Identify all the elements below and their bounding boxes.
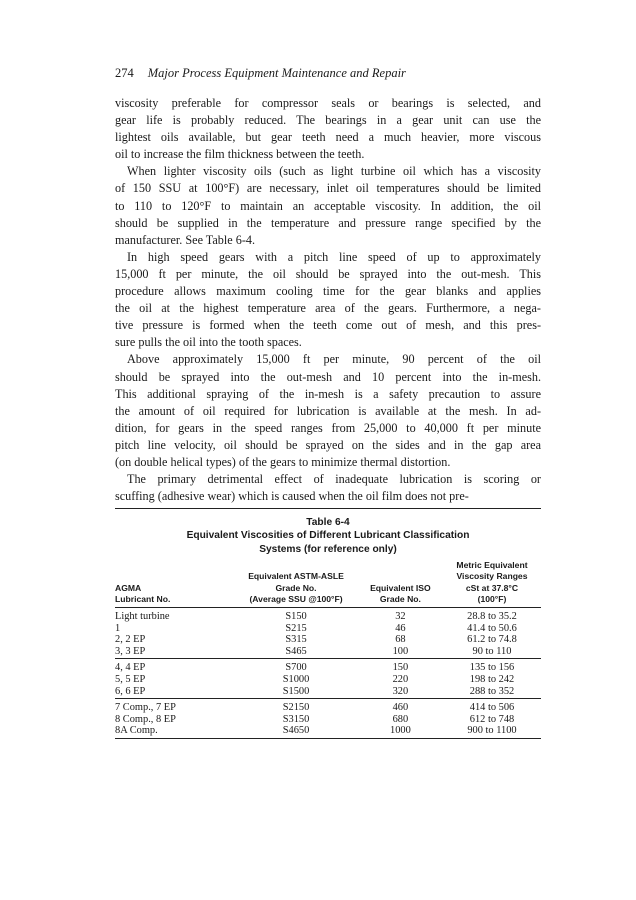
table-cell: 1 bbox=[115, 622, 121, 634]
paragraph bbox=[115, 471, 541, 505]
text-line: gear life is probably reduced. The bearings in a gear unit can use the bbox=[115, 113, 541, 128]
text-line: the oil at the highest temperature area of the gears. Furthermore, a nega- bbox=[115, 301, 541, 316]
table-cell: 2, 2 EP bbox=[115, 634, 146, 646]
text-line: tive pressure is formed when the teeth come out of mesh, and this pres- bbox=[115, 318, 541, 333]
table-header-row bbox=[115, 560, 541, 607]
table-cell: 150 bbox=[392, 662, 409, 674]
table-cell: 100 bbox=[358, 646, 443, 659]
text-line: manufacturer. See Table 6-4. bbox=[115, 232, 256, 247]
text-line: oil to increase the film thickness between the teeth. bbox=[115, 147, 365, 162]
table-6-4 bbox=[115, 508, 541, 739]
table-cell: 900 to 1100 bbox=[443, 725, 541, 738]
column-header-line: Grade No. bbox=[275, 582, 317, 593]
table-cell: 8A Comp. bbox=[115, 725, 234, 738]
table-cell: S465 bbox=[234, 646, 358, 659]
table-cell: S215 bbox=[285, 622, 307, 634]
table-cell: 32 bbox=[395, 611, 406, 623]
table-cell: 46 bbox=[395, 622, 406, 634]
table-cell: 414 to 506 bbox=[469, 702, 515, 714]
table-cell: S315 bbox=[285, 634, 307, 646]
text-line: This additional spraying of the in-mesh is a safety precaution to assure bbox=[115, 386, 541, 401]
column-header-line: (Average SSU @100°F) bbox=[249, 593, 343, 604]
paragraph bbox=[115, 249, 541, 352]
column-header bbox=[115, 560, 234, 607]
text-line: should be sprayed into the out-mesh and 10 percent into the in-mesh. bbox=[115, 369, 541, 384]
table-cell: 320 bbox=[358, 686, 443, 699]
table-cell: 7 Comp., 7 EP bbox=[115, 702, 176, 714]
text-line: pitch line velocity, oil should be sprayed on the sides and in the gap area bbox=[115, 437, 541, 452]
column-header-line: AGMA bbox=[115, 582, 142, 593]
table-cell: S2150 bbox=[282, 702, 310, 714]
column-header-line: Lubricant No. bbox=[115, 593, 171, 604]
column-header bbox=[443, 560, 541, 607]
table-row bbox=[115, 714, 541, 726]
column-header-line: cSt at 37.8°C bbox=[465, 582, 519, 593]
table-cell: 135 to 156 bbox=[469, 662, 515, 674]
book-title: Major Process Equipment Maintenance and Repair bbox=[147, 66, 406, 80]
text-line: procedure allows maximum cooling time for the gear blanks and applies bbox=[115, 284, 541, 299]
table-cell: S1000 bbox=[282, 674, 310, 685]
table-cell: 4, 4 EP bbox=[115, 662, 146, 674]
table-caption bbox=[115, 516, 541, 556]
table-body bbox=[115, 608, 541, 739]
text-line: 15,000 ft per minute, the oil should be sprayed into the out-mesh. This bbox=[115, 266, 541, 281]
table-cell: 612 to 748 bbox=[469, 713, 515, 725]
table-title-line-1: Equivalent Viscosities of Different Lubricant Classification bbox=[186, 530, 470, 542]
text-line: sure pulls the oil into the tooth spaces. bbox=[115, 335, 302, 350]
table-top-rule bbox=[115, 508, 541, 509]
paragraph bbox=[115, 351, 541, 471]
column-header-line: Viscosity Ranges bbox=[456, 571, 528, 582]
table-cell: 5, 5 EP bbox=[115, 674, 146, 685]
table-row bbox=[115, 674, 541, 686]
text-line: lightest oils available, but gear teeth need a much heavier, more viscous bbox=[115, 130, 541, 145]
table-row bbox=[115, 634, 541, 646]
table-cell: 41.4 to 50.6 bbox=[467, 622, 517, 634]
table-cell: 61.2 to 74.8 bbox=[467, 634, 517, 646]
running-header bbox=[115, 66, 406, 81]
text-line: In high speed gears with a pitch line speed of up to approximately bbox=[127, 249, 541, 264]
body-text bbox=[115, 95, 541, 505]
table-cell: S150 bbox=[285, 611, 307, 623]
column-header-line: Grade No. bbox=[379, 593, 421, 604]
table-cell: S1500 bbox=[234, 686, 358, 699]
table-cell: 220 bbox=[392, 674, 409, 685]
table-cell: 680 bbox=[392, 713, 409, 725]
table-cell: 288 to 352 bbox=[443, 686, 541, 699]
table-row bbox=[115, 725, 541, 738]
table-cell: 68 bbox=[395, 634, 406, 646]
text-line: Above approximately 15,000 ft per minute, 90 percent of the oil bbox=[127, 352, 541, 367]
text-line: When lighter viscosity oils (such as light turbine oil which has a viscosity bbox=[127, 164, 541, 179]
table-row bbox=[115, 699, 541, 714]
text-line: dition, for gears in the speed ranges from 25,000 to 40,000 ft per minute bbox=[115, 420, 541, 435]
table-row bbox=[115, 686, 541, 699]
column-header-line: Equivalent ASTM-ASLE bbox=[248, 571, 344, 582]
column-header-line: (100°F) bbox=[477, 593, 507, 604]
table-cell: 6, 6 EP bbox=[115, 686, 234, 699]
table-cell: 1000 bbox=[358, 725, 443, 738]
table-cell: S4650 bbox=[234, 725, 358, 738]
text-line: of 150 SSU at 100°F) are necessary, inlet oil temperatures should be limited bbox=[115, 181, 541, 196]
paragraph bbox=[115, 95, 541, 163]
table-cell: 90 to 110 bbox=[443, 646, 541, 659]
text-line: scuffing (adhesive wear) which is caused when the oil film does not pre- bbox=[115, 489, 469, 504]
table-cell: S700 bbox=[285, 662, 307, 674]
table-cell: 460 bbox=[392, 702, 409, 714]
text-line: The primary detrimental effect of inadequate lubrication is scoring or bbox=[127, 472, 541, 487]
table-cell: S3150 bbox=[282, 713, 310, 725]
paragraph bbox=[115, 163, 541, 248]
column-header-line: Equivalent ISO bbox=[370, 582, 431, 593]
table-cell: 198 to 242 bbox=[469, 674, 515, 685]
table-cell: 8 Comp., 8 EP bbox=[115, 713, 176, 725]
table-row bbox=[115, 659, 541, 674]
text-line: to 110 to 120°F to maintain an acceptable viscosity. In addition, the oil bbox=[115, 198, 541, 213]
column-header bbox=[234, 560, 358, 607]
table-cell: 28.8 to 35.2 bbox=[467, 611, 517, 623]
table-cell: Light turbine bbox=[115, 611, 170, 623]
table-label: Table 6-4 bbox=[306, 517, 350, 528]
text-line: (on double helical types) of the gears to minimize thermal distortion. bbox=[115, 454, 451, 469]
table-title-line-2: Systems (for reference only) bbox=[259, 543, 397, 555]
table-row bbox=[115, 623, 541, 635]
text-line: should be supplied in the temperature and pressure range specified by the bbox=[115, 215, 541, 230]
table-cell: 3, 3 EP bbox=[115, 646, 234, 659]
text-line: the amount of oil required for lubrication is available at the mesh. In ad- bbox=[115, 403, 541, 418]
text-line: viscosity preferable for compressor seals or bearings is selected, and bbox=[115, 96, 541, 110]
page-number: 274 bbox=[115, 66, 134, 80]
table-row bbox=[115, 608, 541, 623]
column-header-line: Metric Equivalent bbox=[456, 560, 528, 571]
viscosity-table bbox=[115, 560, 541, 739]
column-header bbox=[358, 560, 443, 607]
table-row bbox=[115, 646, 541, 659]
